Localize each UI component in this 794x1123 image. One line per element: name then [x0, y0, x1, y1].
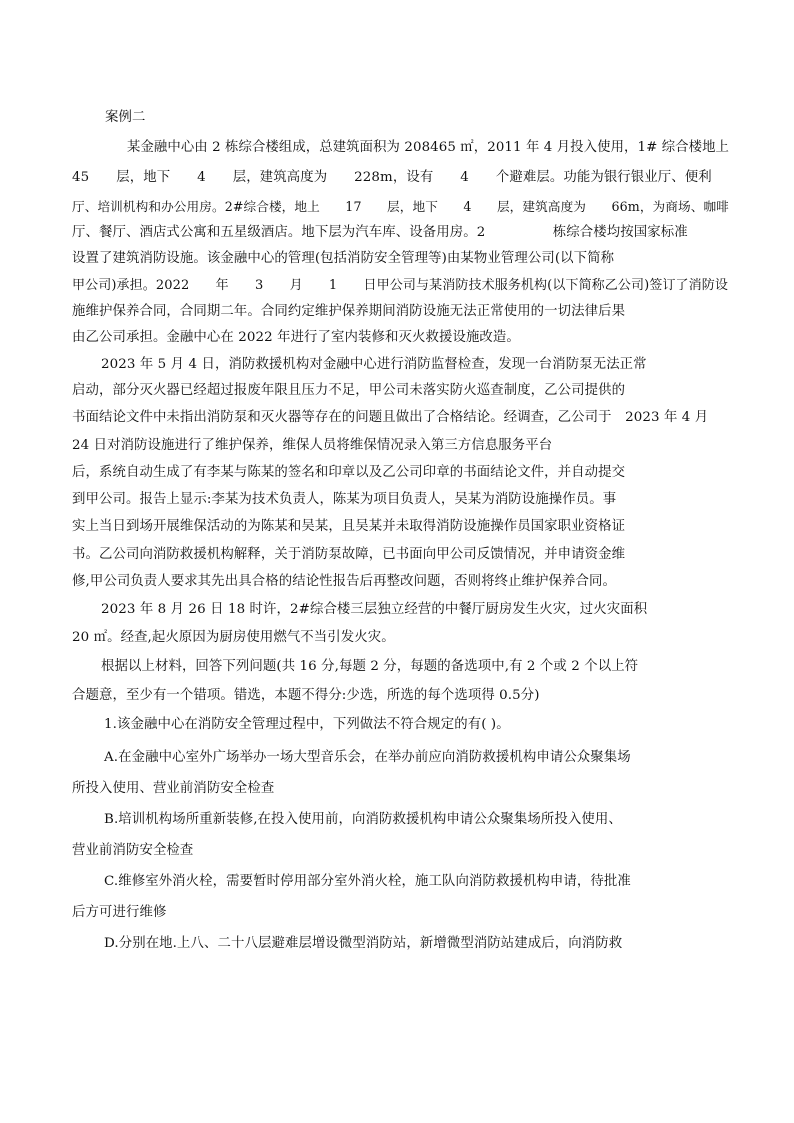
instructions-line: 根据以上材料，回答下列问题(共 16 分,每题 2 分，每题的备选项中,有 2 个或 2 个以上符 — [101, 659, 639, 674]
paragraph-line: 厅、培训机构和办公用房。2#综合楼，地上 17 层，地下 4 层，建筑高度为 66m，为商场、咖啡 — [72, 199, 729, 214]
paragraph-line: 设置了建筑消防设施。该金融中心的管理(包括消防安全管理等)由某物业管理公司(以下简称 — [72, 251, 615, 266]
paragraph-line: 甲公司)承担。2022 年 3 月 1 日甲公司与某消防技术服务机构(以下简称乙公司)签订了消防设 — [72, 278, 729, 293]
paragraph-line: 2023 年 5 月 4 日，消防救援机构对金融中心进行消防监督检查，发现一台消防泵无法正常 — [101, 357, 647, 372]
paragraph-line: 后，系统自动生成了有李某与陈某的签名和印章以及乙公司印章的书面结论文件，并自动提交 — [72, 465, 626, 480]
paragraph-line: 启动，部分灭火器已经超过报废年限且压力不足，甲公司未落实防火巡查制度，乙公司提供的 — [72, 383, 626, 398]
paragraph-line: 24 日对消防设施进行了维护保养，维保人员将维保情况录入第三方信息服务平台 — [72, 438, 553, 453]
option-a-cont: 所投入使用、营业前消防安全检查 — [72, 781, 275, 796]
option-c: C.维修室外消火栓，需要暂时停用部分室外消火栓，施工队向消防救援机构申请，待批准 — [104, 874, 631, 889]
paragraph-line: 20 ㎡。经查,起火原因为厨房使用燃气不当引发火灾。 — [72, 630, 395, 645]
case-heading: 案例二 — [105, 110, 146, 125]
question-stem: 1.该金融中心在消防安全管理过程中，下列做法不符合规定的有( )。 — [104, 717, 510, 732]
paragraph-line: 施维护保养合同，合同期二年。合同约定维护保养期间消防设施无法正常使用的一切法律后果 — [72, 304, 626, 319]
option-a: A.在金融中心室外广场举办一场大型音乐会，在举办前应向消防救援机构申请公众聚集场 — [104, 750, 631, 765]
option-c-cont: 后方可进行维修 — [72, 905, 167, 920]
paragraph-line: 由乙公司承担。金融中心在 2022 年进行了室内装修和灭火救援设施改造。 — [72, 330, 520, 345]
paragraph-line: 厅、餐厅、酒店式公寓和五星级酒店。地下层为汽车库、设备用房。2 栋综合楼均按国家标准 — [72, 225, 688, 240]
paragraph-line: 修,甲公司负责人要求其先出具合格的结论性报告后再整改问题，否则将终止维护保养合同。 — [72, 574, 616, 589]
paragraph-line: 45 层，地下 4 层，建筑高度为 228m，设有 4 个避难层。功能为银行银业厅、便利 — [72, 170, 712, 185]
paragraph-line: 2023 年 8 月 26 日 18 时许，2#综合楼三层独立经营的中餐厅厨房发生火灾，过火灾面积 — [101, 602, 648, 617]
paragraph-line: 书面结论文件中未指出消防泵和灭火器等存在的问题且做出了合格结论。经调查，乙公司于 2023 年 4 月 — [72, 410, 709, 425]
paragraph-line: 某金融中心由 2 栋综合楼组成，总建筑面积为 208465 ㎡，2011 年 4 月投入使用，1# 综合楼地上 — [127, 140, 730, 155]
instructions-line: 合题意，至少有一个错项。错选，本题不得分:少选，所选的每个选项得 0.5分) — [72, 688, 540, 703]
option-b: B.培训机构场所重新装修,在投入使用前，向消防救援机构申请公众聚集场所投入使用、 — [104, 812, 622, 827]
paragraph-line: 实上当日到场开展维保活动的为陈某和吴某，且吴某并未取得消防设施操作员国家职业资格证 — [72, 519, 626, 534]
paragraph-line: 到甲公司。报告上显示:李某为技术负责人，陈某为项目负责人，吴某为消防设施操作员。事 — [72, 492, 617, 507]
option-d: D.分别在地.上八、二十八层避难层增设微型消防站，新增微型消防站建成后，向消防救 — [104, 936, 623, 951]
option-b-cont: 营业前消防安全检查 — [72, 843, 194, 858]
paragraph-line: 书。乙公司向消防救援机构解释，关于消防泵故障，已书面向甲公司反馈情况，并申请资金维 — [72, 547, 626, 562]
